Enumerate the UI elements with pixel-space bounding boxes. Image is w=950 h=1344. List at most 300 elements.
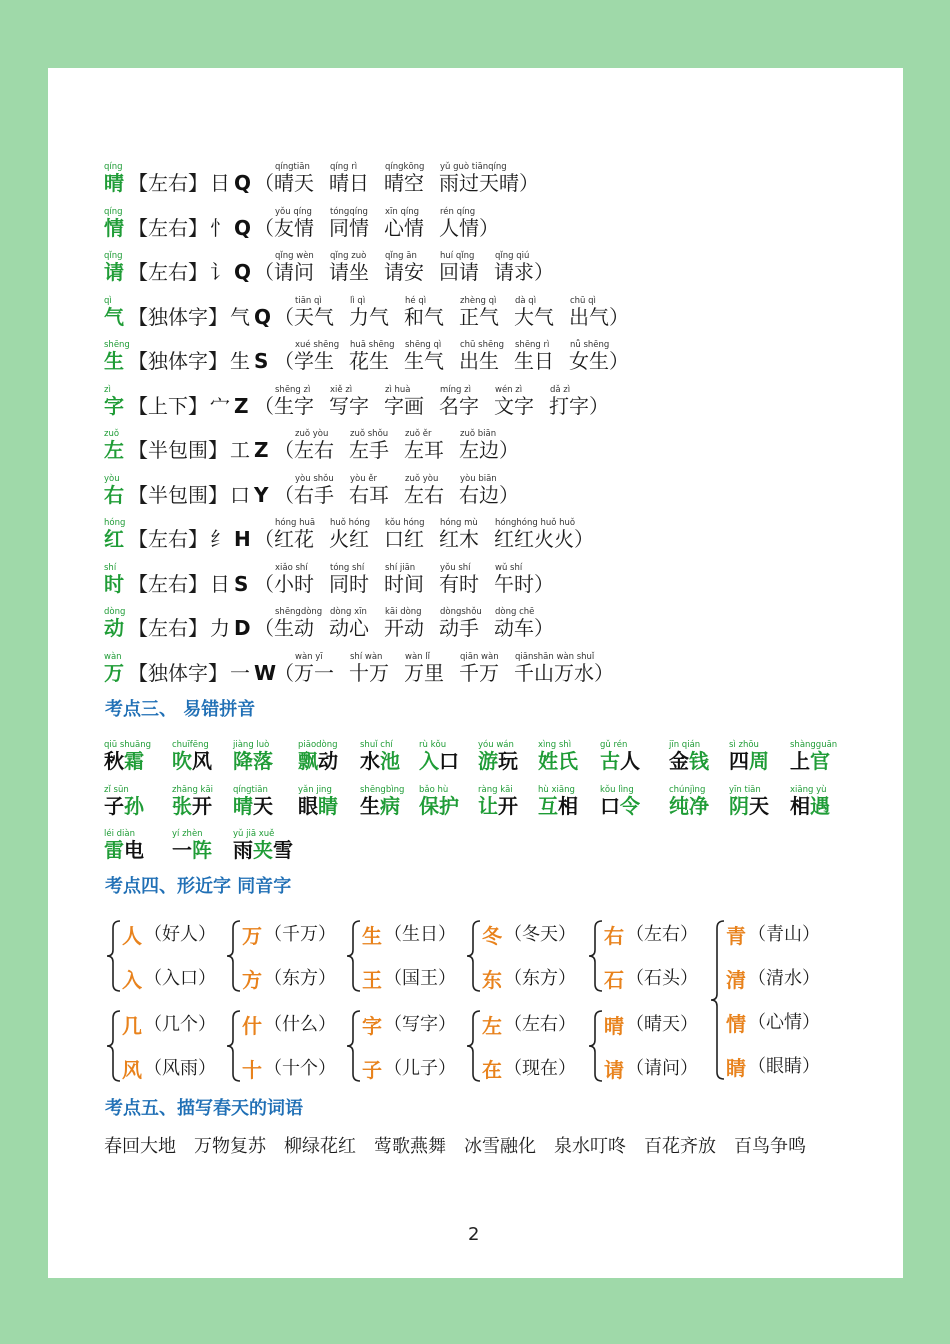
word-pinyin: hóng mù bbox=[440, 518, 478, 528]
word-char: 病 bbox=[380, 794, 400, 818]
example-word: 打字 bbox=[549, 393, 589, 418]
word-char: 氏 bbox=[558, 749, 578, 773]
word-pinyin: hù xiāng bbox=[538, 785, 575, 795]
open-paren: （ bbox=[254, 171, 274, 195]
word-char: 开 bbox=[192, 794, 212, 818]
brace-icon bbox=[106, 920, 122, 992]
target-character: 情 bbox=[104, 215, 124, 240]
char-pinyin: qì bbox=[104, 295, 112, 306]
word-pinyin: rù kǒu bbox=[419, 740, 447, 750]
structure-label: 【半包围】 bbox=[128, 438, 228, 462]
word-pinyin: qiān wàn bbox=[460, 651, 499, 662]
radical: 宀 bbox=[210, 393, 230, 418]
initial-letter: S bbox=[234, 571, 249, 596]
example-word: 动车 bbox=[494, 616, 534, 640]
word-char: 电 bbox=[124, 838, 144, 862]
structure-label: 【左右】 bbox=[128, 171, 208, 195]
spring-phrase: 百花齐放 bbox=[644, 1136, 716, 1157]
open-paren: （ bbox=[274, 482, 294, 507]
char-pinyin: zì bbox=[104, 384, 111, 395]
close-paren: ） bbox=[609, 304, 629, 329]
structure-label: 【上下】 bbox=[128, 393, 208, 418]
radical: 忄 bbox=[210, 215, 230, 240]
word-pinyin: qǐng wèn bbox=[275, 251, 314, 261]
word-char: 秋 bbox=[104, 749, 124, 773]
word-char: 孙 bbox=[124, 794, 144, 818]
word-pinyin: tiān qì bbox=[295, 295, 322, 306]
brace-icon bbox=[106, 1010, 122, 1082]
word-char: 降 bbox=[233, 749, 253, 773]
similar-char: 右 bbox=[604, 924, 624, 948]
example-word: 生动 bbox=[274, 616, 314, 640]
word-pinyin: piāodòng bbox=[298, 740, 338, 750]
initial-letter: H bbox=[234, 527, 251, 551]
radical: 口 bbox=[230, 482, 250, 507]
similar-char-word: （东方） bbox=[504, 968, 576, 989]
word-pinyin: hónghóng huǒ huǒ bbox=[495, 518, 576, 528]
spring-phrase: 百鸟争鸣 bbox=[734, 1136, 806, 1157]
open-paren: （ bbox=[254, 527, 274, 551]
word-pinyin: wàn yī bbox=[295, 651, 323, 662]
word-char: 落 bbox=[253, 749, 273, 773]
word-char: 官 bbox=[810, 749, 830, 773]
example-word: 万里 bbox=[404, 660, 444, 685]
example-word: 友情 bbox=[274, 215, 314, 240]
example-word: 生气 bbox=[404, 349, 444, 373]
word-char: 夹 bbox=[253, 838, 273, 862]
char-pinyin: qíng bbox=[104, 162, 123, 172]
word-pinyin: yǒu shí bbox=[440, 562, 471, 573]
word-pinyin: chū qì bbox=[570, 295, 596, 306]
initial-letter: Q bbox=[234, 215, 252, 240]
example-word: 女生 bbox=[569, 349, 609, 373]
example-word: 请求 bbox=[494, 260, 534, 284]
word-pinyin: yǎn jing bbox=[298, 785, 332, 795]
word-pinyin: léi diàn bbox=[104, 829, 136, 839]
word-pinyin: wén zì bbox=[495, 384, 523, 395]
word-char: 纯 bbox=[669, 794, 689, 818]
word-pinyin: zuǒ yòu bbox=[405, 473, 439, 484]
example-word: 天气 bbox=[294, 304, 334, 329]
word-char: 姓 bbox=[538, 749, 558, 773]
structure-label: 【独体字】 bbox=[128, 304, 228, 329]
word-pinyin: yóu wán bbox=[478, 740, 514, 750]
word-pinyin: huā shēng bbox=[350, 340, 395, 350]
similar-char: 万 bbox=[242, 924, 262, 948]
example-word: 红花 bbox=[274, 527, 314, 551]
word-char: 子 bbox=[104, 794, 124, 818]
word-pinyin: míng zì bbox=[440, 384, 471, 395]
word-char: 雪 bbox=[273, 838, 293, 862]
open-paren: （ bbox=[254, 616, 274, 640]
similar-char: 生 bbox=[362, 924, 382, 948]
close-paren: ） bbox=[534, 616, 554, 640]
close-paren: ） bbox=[589, 393, 609, 418]
example-word: 红木 bbox=[439, 527, 479, 551]
word-char: 净 bbox=[689, 794, 709, 818]
similar-char-word: （什么） bbox=[264, 1014, 336, 1035]
similar-char: 子 bbox=[362, 1058, 382, 1082]
target-character: 万 bbox=[104, 660, 124, 685]
word-pinyin: jīn qián bbox=[669, 740, 701, 750]
similar-char-word: （现在） bbox=[504, 1058, 576, 1079]
similar-char: 几 bbox=[122, 1014, 142, 1038]
structure-label: 【独体字】 bbox=[128, 660, 228, 685]
word-char: 水 bbox=[360, 749, 380, 773]
similar-char: 字 bbox=[362, 1014, 382, 1038]
word-pinyin: sì zhōu bbox=[729, 740, 759, 750]
similar-char: 什 bbox=[242, 1014, 262, 1038]
word-char: 入 bbox=[419, 749, 439, 773]
word-char: 口 bbox=[600, 794, 620, 818]
word-pinyin: dà qì bbox=[515, 295, 537, 306]
word-pinyin: dòng xīn bbox=[330, 607, 367, 617]
word-pinyin: kǒu hóng bbox=[385, 518, 425, 528]
word-pinyin: xiǎo shí bbox=[275, 562, 308, 573]
word-pinyin: zuǒ yòu bbox=[295, 429, 329, 439]
word-char: 护 bbox=[439, 794, 459, 818]
word-char: 四 bbox=[729, 749, 749, 773]
example-word: 晴空 bbox=[384, 171, 424, 195]
similar-char: 冬 bbox=[482, 924, 502, 948]
word-pinyin: zhèng qì bbox=[460, 295, 497, 306]
example-word: 晴日 bbox=[329, 171, 369, 195]
word-char: 阵 bbox=[192, 838, 212, 862]
similar-char: 晴 bbox=[604, 1014, 624, 1038]
similar-char: 睛 bbox=[726, 1056, 746, 1080]
open-paren: （ bbox=[274, 660, 294, 685]
section-title-5: 考点五、描写春天的词语 bbox=[105, 1098, 303, 1119]
similar-char-word: （好人） bbox=[144, 924, 216, 945]
char-pinyin: hóng bbox=[104, 518, 126, 528]
word-char: 眼 bbox=[298, 794, 318, 818]
word-pinyin: bǎo hù bbox=[419, 785, 449, 795]
spring-phrase: 万物复苏 bbox=[194, 1136, 266, 1157]
example-word: 请坐 bbox=[329, 260, 369, 284]
similar-char-word: （青山） bbox=[748, 924, 820, 945]
radical: 力 bbox=[210, 616, 230, 640]
word-pinyin: huí qǐng bbox=[440, 251, 475, 261]
initial-letter: Z bbox=[234, 393, 249, 418]
initial-letter: D bbox=[234, 616, 251, 640]
word-char: 阴 bbox=[729, 794, 749, 818]
target-character: 字 bbox=[104, 393, 124, 418]
example-word: 人情 bbox=[439, 215, 479, 240]
initial-letter: Y bbox=[254, 482, 269, 507]
word-pinyin: zǐ sūn bbox=[104, 785, 129, 795]
word-pinyin: kǒu lìng bbox=[600, 785, 634, 795]
word-char: 让 bbox=[478, 794, 498, 818]
similar-char-word: （清水） bbox=[748, 968, 820, 989]
example-word: 名字 bbox=[439, 393, 479, 418]
structure-label: 【左右】 bbox=[128, 260, 208, 284]
close-paren: ） bbox=[499, 482, 519, 507]
example-word: 千山万水 bbox=[514, 660, 594, 685]
similar-char: 人 bbox=[122, 924, 142, 948]
structure-label: 【左右】 bbox=[128, 571, 208, 596]
word-pinyin: chuīfēng bbox=[172, 740, 209, 750]
similar-char-word: （左右） bbox=[626, 924, 698, 945]
word-pinyin: shēngbìng bbox=[360, 785, 405, 795]
similar-char-word: （千万） bbox=[264, 924, 336, 945]
radical: 气 bbox=[230, 304, 250, 329]
example-word: 字画 bbox=[384, 393, 424, 418]
target-character: 红 bbox=[104, 527, 124, 551]
char-pinyin: shí bbox=[104, 562, 117, 573]
target-character: 左 bbox=[104, 438, 124, 462]
word-pinyin: chū shēng bbox=[460, 340, 504, 350]
word-char: 金 bbox=[669, 749, 689, 773]
example-word: 学生 bbox=[294, 349, 334, 373]
word-char: 动 bbox=[318, 749, 338, 773]
target-character: 气 bbox=[104, 304, 124, 329]
example-word: 回请 bbox=[439, 260, 479, 284]
open-paren: （ bbox=[254, 215, 274, 240]
page-number: 2 bbox=[468, 1224, 480, 1245]
char-pinyin: shēng bbox=[104, 340, 130, 350]
word-char: 口 bbox=[439, 749, 459, 773]
word-char: 玩 bbox=[498, 749, 518, 773]
similar-char: 王 bbox=[362, 968, 382, 992]
word-pinyin: shēng zì bbox=[275, 384, 311, 395]
example-word: 左右 bbox=[404, 482, 444, 507]
example-word: 小时 bbox=[274, 571, 314, 596]
brace-icon bbox=[588, 920, 604, 992]
word-pinyin: dòngshǒu bbox=[440, 607, 482, 617]
word-pinyin: qíngkōng bbox=[385, 162, 425, 172]
word-pinyin: yòu shǒu bbox=[295, 473, 334, 484]
similar-char: 在 bbox=[482, 1058, 502, 1082]
word-pinyin: zuǒ biān bbox=[460, 429, 497, 439]
char-pinyin: zuǒ bbox=[104, 429, 120, 439]
word-pinyin: shēngdòng bbox=[275, 607, 323, 617]
word-pinyin: nǚ shēng bbox=[570, 340, 610, 350]
similar-char-word: （眼睛） bbox=[748, 1056, 820, 1077]
initial-letter: Q bbox=[234, 171, 252, 195]
example-word: 十万 bbox=[349, 660, 389, 685]
structure-label: 【半包围】 bbox=[128, 482, 228, 507]
similar-char: 青 bbox=[726, 924, 746, 948]
similar-char: 左 bbox=[482, 1014, 502, 1038]
word-char: 雷 bbox=[104, 838, 124, 862]
radical: 纟 bbox=[210, 527, 230, 551]
word-pinyin: zì huà bbox=[385, 384, 411, 395]
char-pinyin: yòu bbox=[104, 473, 120, 484]
example-word: 红红火火 bbox=[494, 527, 574, 551]
word-pinyin: huǒ hóng bbox=[330, 518, 371, 528]
word-pinyin: xiě zì bbox=[330, 384, 353, 395]
target-character: 动 bbox=[104, 616, 124, 640]
similar-char-word: （石头） bbox=[626, 968, 698, 989]
close-paren: ） bbox=[499, 438, 519, 462]
spring-phrase: 泉水叮咚 bbox=[554, 1136, 626, 1157]
word-pinyin: xīn qíng bbox=[385, 206, 420, 217]
target-character: 右 bbox=[104, 482, 124, 507]
similar-char: 东 bbox=[482, 968, 502, 992]
word-pinyin: kāi dòng bbox=[385, 607, 422, 617]
word-char: 一 bbox=[172, 838, 192, 862]
word-char: 雨 bbox=[233, 838, 253, 862]
structure-label: 【左右】 bbox=[128, 527, 208, 551]
word-char: 开 bbox=[498, 794, 518, 818]
similar-char: 十 bbox=[242, 1058, 262, 1082]
structure-label: 【左右】 bbox=[128, 215, 208, 240]
open-paren: （ bbox=[274, 304, 294, 329]
section-title-3: 考点三、 易错拼音 bbox=[105, 699, 256, 720]
word-pinyin: zuǒ ěr bbox=[405, 429, 432, 439]
word-pinyin: qiānshān wàn shuǐ bbox=[515, 651, 595, 662]
word-pinyin: yí zhèn bbox=[172, 829, 203, 839]
close-paren: ） bbox=[479, 215, 499, 240]
example-word: 雨过天晴 bbox=[439, 171, 519, 195]
char-pinyin: wàn bbox=[104, 651, 122, 662]
word-pinyin: yòu ěr bbox=[350, 473, 378, 484]
example-word: 右耳 bbox=[349, 482, 389, 507]
word-pinyin: wàn lǐ bbox=[405, 651, 430, 662]
word-pinyin: yǒu qíng bbox=[275, 206, 312, 217]
spring-phrase: 冰雪融化 bbox=[464, 1136, 536, 1157]
example-word: 动心 bbox=[329, 616, 369, 640]
word-char: 晴 bbox=[233, 794, 253, 818]
example-word: 左右 bbox=[294, 438, 334, 462]
word-pinyin: shàngguān bbox=[790, 740, 838, 750]
word-char: 睛 bbox=[318, 794, 338, 818]
target-character: 请 bbox=[104, 260, 124, 284]
word-char: 张 bbox=[172, 794, 192, 818]
word-char: 飘 bbox=[298, 749, 318, 773]
similar-char: 情 bbox=[726, 1012, 746, 1036]
word-char: 吹 bbox=[172, 749, 192, 773]
word-pinyin: qiū shuāng bbox=[104, 740, 152, 750]
target-character: 时 bbox=[104, 571, 124, 596]
open-paren: （ bbox=[274, 349, 294, 373]
example-word: 动手 bbox=[439, 616, 479, 640]
similar-char-word: （入口） bbox=[144, 968, 216, 989]
example-word: 时间 bbox=[384, 571, 424, 596]
similar-char-word: （儿子） bbox=[384, 1058, 456, 1079]
example-word: 左手 bbox=[349, 438, 389, 462]
similar-char-word: （心情） bbox=[748, 1012, 820, 1033]
word-pinyin: chúnjìng bbox=[669, 785, 706, 795]
brace-icon bbox=[710, 920, 726, 1080]
similar-char: 风 bbox=[122, 1058, 142, 1082]
brace-icon bbox=[466, 1010, 482, 1082]
word-pinyin: dǎ zì bbox=[550, 384, 571, 395]
word-char: 相 bbox=[790, 794, 810, 818]
word-char: 保 bbox=[419, 794, 439, 818]
word-char: 上 bbox=[790, 749, 810, 773]
radical: 日 bbox=[210, 571, 230, 596]
section-title-4: 考点四、形近字 同音字 bbox=[105, 876, 292, 897]
brace-icon bbox=[466, 920, 482, 992]
example-word: 口红 bbox=[384, 527, 424, 551]
word-pinyin: xué shēng bbox=[295, 340, 340, 350]
similar-char-word: （东方） bbox=[264, 968, 336, 989]
word-pinyin: hé qì bbox=[405, 295, 427, 306]
word-pinyin: rén qíng bbox=[440, 206, 476, 217]
word-char: 池 bbox=[380, 749, 400, 773]
word-char: 周 bbox=[749, 749, 769, 773]
word-pinyin: xìng shì bbox=[538, 740, 572, 750]
similar-char-word: （写字） bbox=[384, 1014, 456, 1035]
radical: 一 bbox=[230, 660, 250, 685]
word-char: 钱 bbox=[689, 749, 709, 773]
spring-phrase: 莺歌燕舞 bbox=[374, 1136, 446, 1157]
word-char: 霜 bbox=[124, 749, 144, 773]
initial-letter: Q bbox=[234, 260, 252, 284]
example-word: 请安 bbox=[384, 260, 424, 284]
word-pinyin: tóngqíng bbox=[330, 206, 368, 217]
char-pinyin: qíng bbox=[104, 206, 123, 217]
example-word: 心情 bbox=[384, 215, 424, 240]
example-word: 右边 bbox=[459, 482, 499, 507]
word-pinyin: yīn tiān bbox=[729, 785, 761, 795]
similar-char-word: （几个） bbox=[144, 1014, 216, 1035]
target-character: 晴 bbox=[104, 171, 124, 195]
initial-letter: W bbox=[254, 660, 277, 685]
char-pinyin: dòng bbox=[104, 607, 126, 617]
example-word: 午时 bbox=[494, 571, 534, 596]
word-pinyin: shuǐ chí bbox=[360, 740, 393, 750]
example-word: 正气 bbox=[459, 304, 499, 329]
word-pinyin: dòng chē bbox=[495, 607, 535, 617]
word-pinyin: qǐng ān bbox=[385, 251, 417, 261]
open-paren: （ bbox=[274, 438, 294, 462]
radical: 工 bbox=[230, 438, 250, 462]
similar-char: 方 bbox=[242, 968, 262, 992]
spring-phrase: 春回大地 bbox=[104, 1136, 176, 1157]
word-pinyin: shēng qì bbox=[405, 340, 442, 350]
target-character: 生 bbox=[104, 349, 124, 373]
similar-char-word: （风雨） bbox=[144, 1058, 216, 1079]
similar-char-word: （冬天） bbox=[504, 924, 576, 945]
brace-icon bbox=[226, 920, 242, 992]
word-char: 令 bbox=[620, 794, 640, 818]
example-word: 力气 bbox=[349, 304, 389, 329]
example-word: 和气 bbox=[404, 304, 444, 329]
word-pinyin: zuǒ shǒu bbox=[350, 429, 389, 439]
example-word: 右手 bbox=[294, 482, 334, 507]
word-pinyin: qǐng zuò bbox=[330, 251, 367, 261]
word-pinyin: yǔ guò tiānqíng bbox=[440, 162, 507, 172]
close-paren: ） bbox=[534, 571, 554, 596]
radical: 讠 bbox=[210, 260, 230, 284]
spring-phrase: 柳绿花红 bbox=[284, 1136, 356, 1157]
similar-char: 入 bbox=[122, 968, 142, 992]
word-pinyin: yǔ jiā xuě bbox=[233, 829, 275, 839]
word-pinyin: hóng huā bbox=[275, 518, 316, 528]
document-page bbox=[48, 68, 903, 1278]
example-word: 左耳 bbox=[404, 438, 444, 462]
word-pinyin: shí wàn bbox=[350, 651, 383, 662]
initial-letter: S bbox=[254, 349, 269, 373]
word-char: 游 bbox=[478, 749, 498, 773]
brace-icon bbox=[346, 920, 362, 992]
word-char: 人 bbox=[620, 749, 640, 773]
word-char: 天 bbox=[253, 794, 273, 818]
word-pinyin: ràng kāi bbox=[478, 785, 513, 795]
example-word: 千万 bbox=[459, 660, 499, 685]
example-word: 晴天 bbox=[274, 171, 314, 195]
open-paren: （ bbox=[254, 260, 274, 284]
word-pinyin: qíngtiān bbox=[275, 162, 310, 172]
radical: 生 bbox=[230, 349, 250, 373]
brace-icon bbox=[226, 1010, 242, 1082]
example-word: 开动 bbox=[384, 616, 424, 640]
example-word: 万一 bbox=[294, 660, 334, 685]
word-char: 生 bbox=[360, 794, 380, 818]
word-pinyin: lì qì bbox=[350, 295, 366, 306]
